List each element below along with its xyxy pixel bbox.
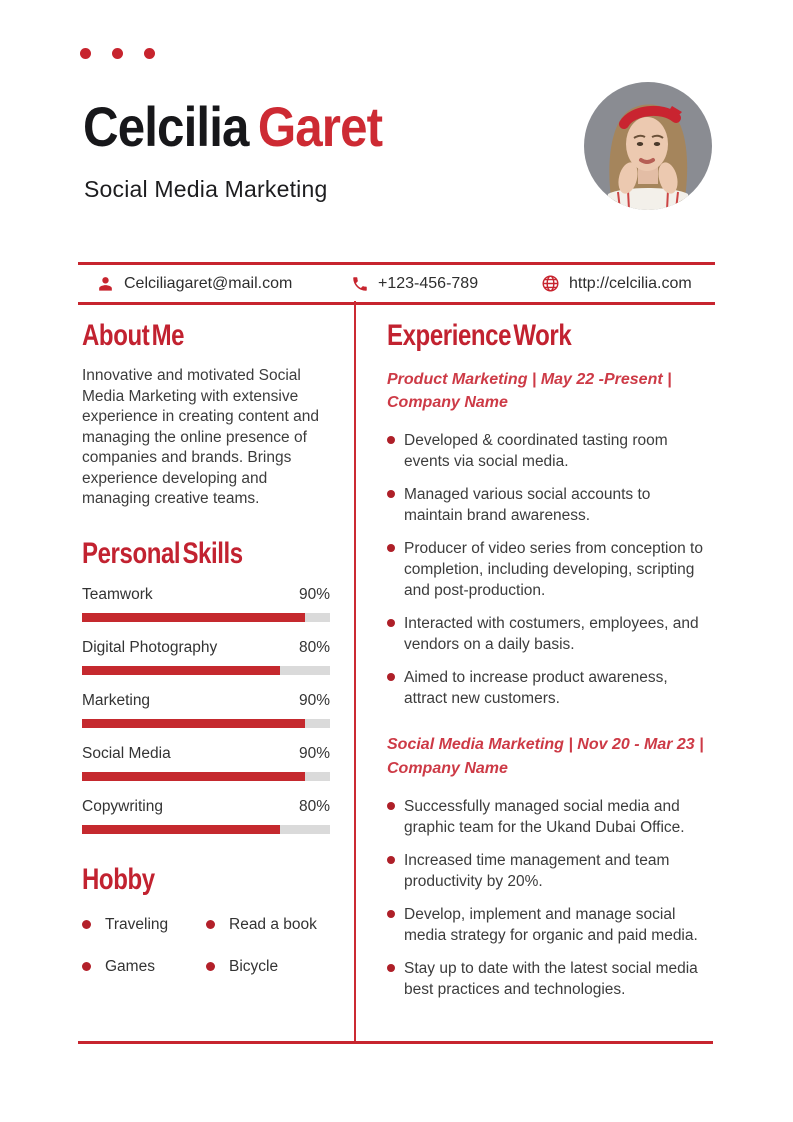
bullet-icon — [387, 490, 395, 498]
skill-bar-fill — [82, 666, 280, 675]
hobby-item — [82, 916, 206, 934]
experience-bullet — [387, 613, 713, 655]
skill-percent: 90% — [298, 744, 330, 762]
bullet-icon — [387, 910, 395, 918]
skill-row-header — [82, 586, 330, 604]
skill-item — [82, 745, 330, 781]
skill-bar-fill — [82, 825, 280, 834]
experience-bullet — [387, 538, 713, 601]
contact-phone — [351, 265, 478, 302]
skill-bar-fill — [82, 719, 305, 728]
phone-text: +123-456-789 — [378, 274, 479, 292]
skill-percent: 80% — [298, 797, 330, 815]
bullet-text: Increased time management and team productivity by 20%. — [404, 851, 670, 890]
bullet-icon — [387, 856, 395, 864]
hobby-heading: Hobby — [82, 862, 155, 896]
skill-percent: 80% — [298, 638, 330, 656]
hobby-label: Traveling — [105, 915, 169, 933]
hobby-label: Bicycle — [229, 957, 279, 975]
skill-percent: 90% — [298, 585, 330, 603]
experience-bullet — [387, 430, 713, 472]
hobby-list — [82, 916, 330, 976]
person-icon — [96, 274, 115, 293]
hobby-item — [82, 958, 206, 976]
skill-label: Social Media — [82, 744, 171, 762]
about-heading: About Me — [82, 319, 185, 352]
bullet-icon — [387, 544, 395, 552]
red-dot-icon — [144, 48, 155, 59]
skill-bar-track — [82, 613, 330, 622]
hobby-label: Read a book — [229, 915, 317, 933]
experience-job — [387, 733, 713, 999]
skill-label: Copywriting — [82, 797, 163, 815]
phone-icon — [351, 275, 369, 293]
skill-bar-track — [82, 719, 330, 728]
skill-item — [82, 586, 330, 622]
bullet-text: Developed & coordinated tasting room events via social media. — [404, 432, 668, 471]
bullet-text: Develop, implement and manage social media strategy for organic and paid media. — [404, 905, 698, 944]
bullet-text: Aimed to increase product awareness, attract new customers. — [404, 669, 668, 708]
skills-heading: Personal Skills — [82, 536, 243, 570]
skill-row-header — [82, 692, 330, 710]
skill-bar-fill — [82, 613, 305, 622]
bullet-text: Successfully managed social media and graphic team for the Ukand Dubai Office. — [404, 797, 685, 836]
globe-icon — [541, 274, 560, 293]
skill-bar-track — [82, 772, 330, 781]
first-name: Celcilia — [83, 95, 258, 158]
hobby-item — [206, 916, 330, 934]
email-text: Celciliagaret@mail.com — [124, 274, 293, 292]
hobby-item — [206, 958, 330, 976]
job-bullet-list — [387, 430, 713, 709]
job-title: Social Media Marketing | Nov 20 - Mar 23 | Company Name — [387, 736, 704, 777]
job-subtitle: Social Media Marketing — [84, 176, 328, 202]
skill-bar-fill — [82, 772, 305, 781]
skill-row-header — [82, 798, 330, 816]
experience-bullet — [387, 484, 713, 526]
bullet-icon — [387, 436, 395, 444]
experience-bullet — [387, 958, 713, 1000]
person-name — [83, 96, 382, 158]
bullet-icon — [206, 962, 215, 971]
bullet-icon — [387, 673, 395, 681]
bullet-icon — [82, 962, 91, 971]
skill-item — [82, 798, 330, 834]
skill-row-header — [82, 639, 330, 657]
skill-label: Marketing — [82, 691, 151, 709]
about-text: Innovative and motivated Social Media Marketing with extensive experience in creating content and managing the online presence of companies and brands. Brings experience developing and managing creative teams. — [82, 367, 319, 507]
bullet-icon — [387, 964, 395, 972]
bullet-icon — [82, 920, 91, 929]
decorative-dots — [80, 48, 155, 59]
skill-percent: 90% — [298, 691, 330, 709]
experience-bullet — [387, 796, 713, 838]
experience-bullet — [387, 850, 713, 892]
skill-row-header — [82, 745, 330, 763]
skill-item — [82, 639, 330, 675]
bullet-icon — [387, 802, 395, 810]
red-dot-icon — [112, 48, 123, 59]
experience-heading: Experience Work — [387, 319, 572, 352]
bullet-text: Interacted with costumers, employees, and vendors on a daily basis. — [404, 615, 699, 654]
last-name: Garet — [257, 95, 383, 158]
website-text: http://celcilia.com — [569, 274, 692, 292]
bullet-icon — [206, 920, 215, 929]
experience-bullet — [387, 667, 713, 709]
hobby-label: Games — [105, 957, 155, 975]
contact-website — [541, 265, 692, 302]
skill-label: Digital Photography — [82, 638, 218, 656]
contact-email — [96, 265, 292, 302]
left-column — [82, 318, 330, 976]
right-column — [387, 318, 713, 1012]
skills-list — [82, 586, 330, 834]
experience-bullet — [387, 904, 713, 946]
bullet-text: Producer of video series from conception to completion, including developing, scripting and post-production. — [404, 540, 703, 600]
contact-bar — [78, 262, 715, 305]
bottom-divider — [78, 1041, 713, 1044]
experience-job — [387, 368, 713, 709]
vertical-divider — [354, 301, 356, 1042]
bullet-text: Stay up to date with the latest social media best practices and technologies. — [404, 959, 698, 998]
skill-bar-track — [82, 666, 330, 675]
skill-bar-track — [82, 825, 330, 834]
bullet-text: Managed various social accounts to maintain brand awareness. — [404, 486, 651, 525]
red-dot-icon — [80, 48, 91, 59]
bullet-icon — [387, 619, 395, 627]
profile-photo — [584, 82, 712, 210]
skill-label: Teamwork — [82, 585, 153, 603]
job-bullet-list — [387, 796, 713, 1000]
skill-item — [82, 692, 330, 728]
experience-jobs — [387, 368, 713, 1000]
job-title: Product Marketing | May 22 -Present | Company Name — [387, 371, 672, 412]
